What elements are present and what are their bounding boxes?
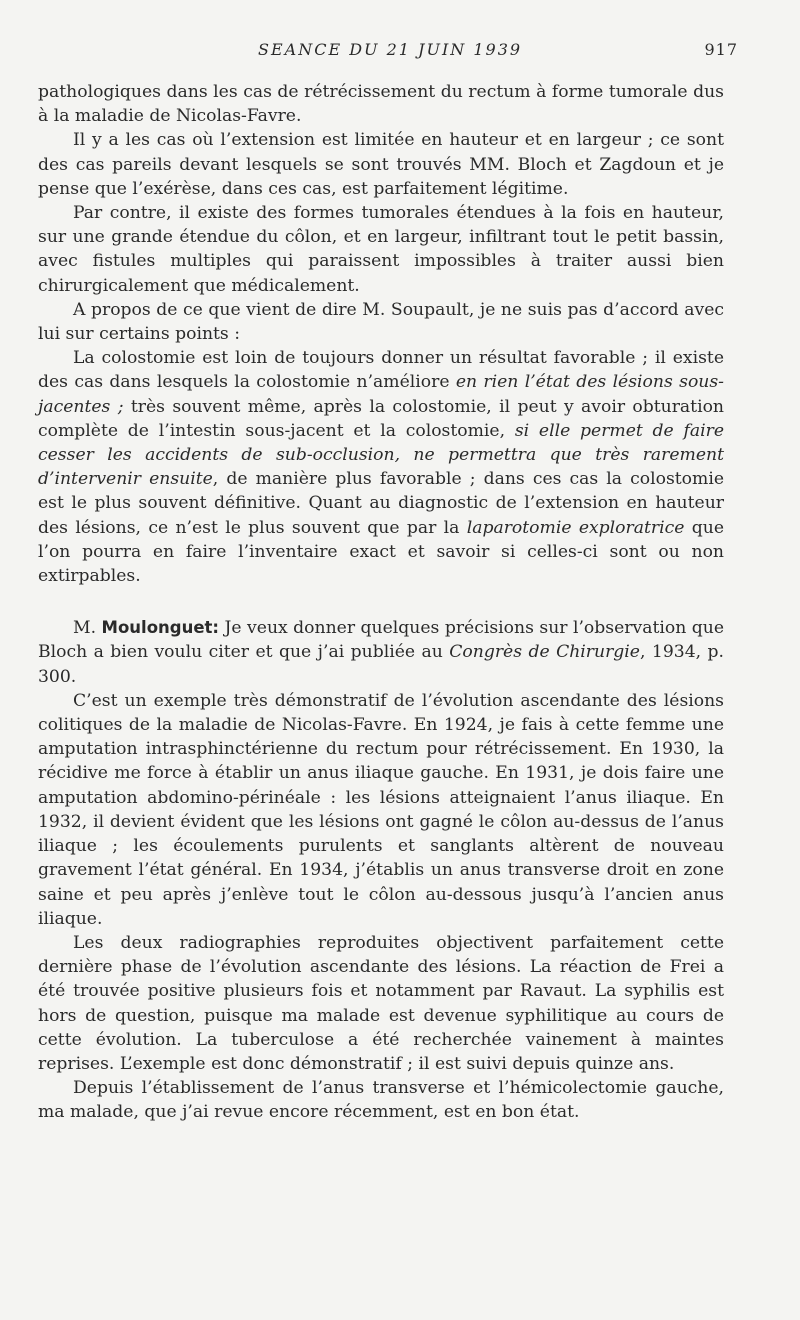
text-segment: Je veux donner quelques précisions sur l’observation que Bloch a bien voulu citer et que j’ai publiée au: [38, 618, 724, 663]
speaker-name: Moulonguet:: [101, 618, 220, 638]
text-segment: Les deux radiographies reproduites objectivent parfaitement cette dernière phase de l’évolution ascendante des lésions. La réaction de Frei a été trouvée positive plusieurs fois et notamment par Ravaut. La syphilis est hors de question, puisque ma malade est devenue syphilitique au cours de cette évolution. La tuberculose a été recherchée vainement à maintes reprises. L’exemple est donc démonstratif ; il est suivi depuis quinze ans.: [38, 932, 724, 1074]
page-number: 917: [704, 40, 738, 59]
text-segment: , de manière plus favorable ; dans ces cas la colostomie est le plus souvent définitive. Quant au diagnostic de l’extension en hauteur des lésions, ce n’est le plus souvent que par la: [38, 469, 724, 538]
italic-text: si elle permet de faire cesser les accidents de sub-occlusion, ne permettra que très rarement d’intervenir ensuite: [38, 420, 724, 490]
text-segment: Par contre, il existe des formes tumorales étendues à la fois en hauteur, sur une grande étendue du côlon, et en largeur, infiltrant tout le petit bassin, avec fistules multiples qui paraissent impossibles à traiter aussi bien chirurgicalement que médicalement.: [38, 203, 724, 296]
italic-text: laparotomie exploratrice: [466, 517, 685, 538]
paragraph: [38, 128, 724, 201]
paragraph: [38, 616, 724, 689]
document-page: [38, 40, 738, 1125]
body-text: [38, 80, 724, 1125]
text-segment: que l’on pourra en faire l’inventaire exact et savoir si celles-ci sont ou non extirpables.: [38, 517, 724, 587]
running-header: [38, 40, 738, 62]
italic-text: Congrès de Chirurgie: [449, 642, 640, 663]
text-segment: A propos de ce que vient de dire M. Soupault, je ne suis pas d’accord avec lui sur certains points :: [38, 299, 724, 345]
text-segment: M.: [73, 618, 102, 639]
paragraph: [38, 201, 724, 298]
paragraph: [38, 298, 724, 346]
text-segment: Il y a les cas où l’extension est limitée en hauteur et en largeur ; ce sont des cas pareils devant lesquels se sont trouvés MM. Bloch et Zagdoun et je pense que l’exérèse, dans ces cas, est parfaitement légitime.: [38, 130, 724, 199]
italic-text: en rien l’état des lésions sous-jacentes ;: [38, 372, 724, 417]
paragraph: [38, 1076, 724, 1124]
text-segment: , 1934, p. 300.: [38, 642, 724, 687]
text-segment: La colostomie est loin de toujours donner un résultat favorable ; il existe des cas dans lesquels la colostomie n’améliore: [38, 348, 724, 393]
text-segment: C’est un exemple très démonstratif de l’évolution ascendante des lésions colitiques de la maladie de Nicolas-Favre. En 1924, je fais à cette femme une amputation intrasphinctérienne du rectum pour rétrécissement. En 1930, la récidive me force à établir un anus iliaque gauche. En 1931, je dois faire une amputation abdomino-périnéale : les lésions atteignaient l’anus iliaque. En 1932, il devient évident que les lésions ont gagné le côlon au-dessus de l’anus iliaque ; les écoulements purulents et sanglants altèrent de nouveau gravement l’état général. En 1934, j’établis un anus transverse droit en zone saine et peu après j’enlève tout le côlon au-dessous jusqu’à l’ancien anus iliaque.: [38, 690, 724, 929]
text-segment: très souvent même, après la colostomie, il peut y avoir obturation complète de l’intestin sous-jacent et la colostomie,: [38, 396, 724, 441]
paragraph: [38, 931, 724, 1076]
text-segment: pathologiques dans les cas de rétrécissement du rectum à forme tumorale dus à la maladie de Nicolas-Favre.: [38, 82, 724, 127]
paragraph: [38, 80, 724, 128]
paragraph: [38, 689, 724, 931]
text-segment: Depuis l’établissement de l’anus transverse et l’hémicolectomie gauche, ma malade, que j’ai revue encore récemment, est en bon état.: [38, 1078, 724, 1123]
paragraph: [38, 346, 724, 588]
header-title: SEANCE DU 21 JUIN 1939: [258, 40, 523, 59]
